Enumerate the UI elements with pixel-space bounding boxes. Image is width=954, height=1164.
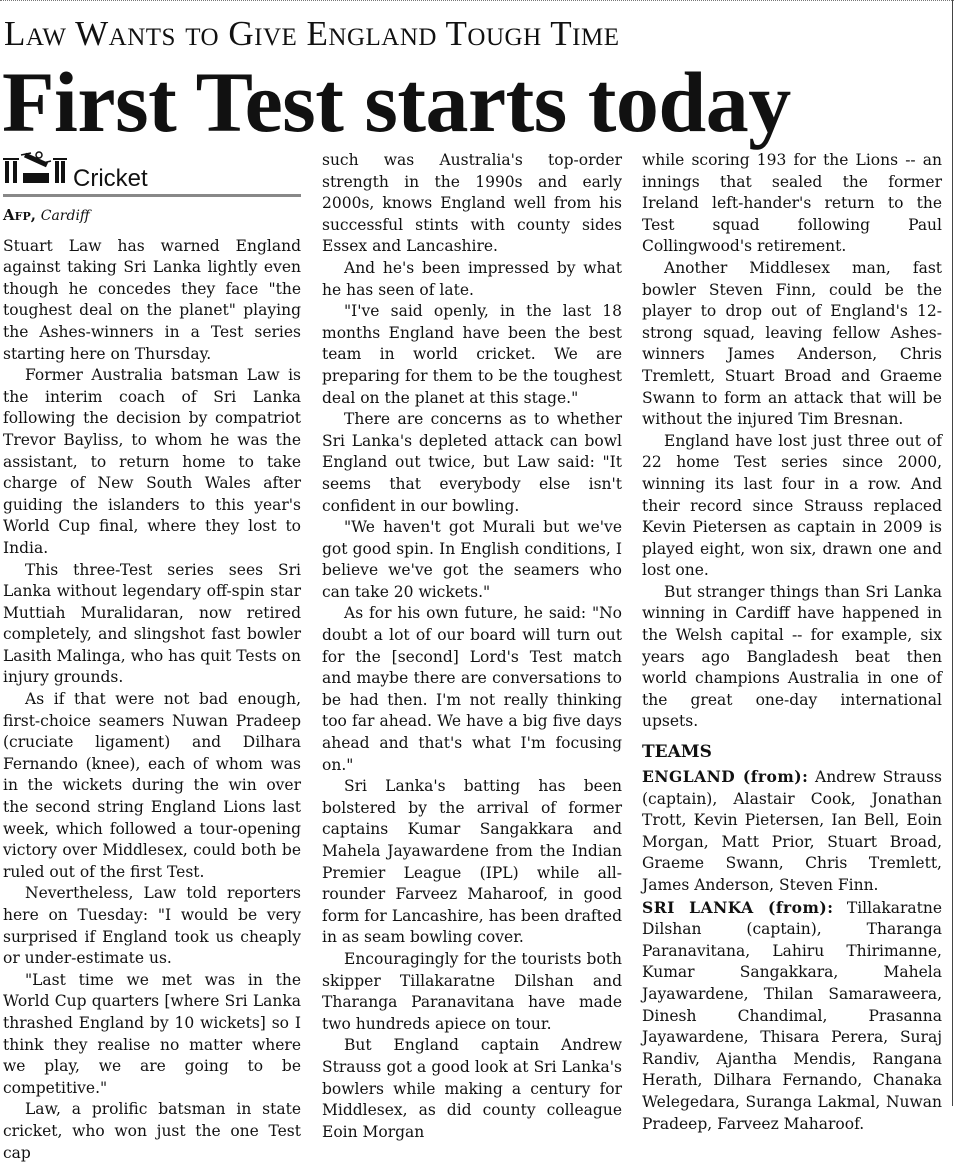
section-label: Cricket [73, 165, 148, 192]
paragraph: "Last time we met was in the World Cup quarters [where Sri Lanka thrashed England by 10 wickets] so I think they realise no matter where we play, we are going to be competitive." [3, 970, 301, 1097]
england-label: ENGLAND (from): [642, 767, 809, 787]
paragraph: There are concerns as to whether Sri Lanka's depleted attack can bowl England out twice, but Law said: "It seems that everybody else isn't confident in our bowling. [322, 410, 622, 515]
paragraph: Another Middlesex man, fast bowler Steven Finn, could be the player to drop out of England's 12-strong squad, leaving fellow Ashes-winners James Anderson, Chris Tremlett, Stuart Broad and Graeme Swann to form an attack that will be without the injured Tim Bresnan. [642, 258, 942, 429]
paragraph: This three-Test series sees Sri Lanka without legendary off-spin star Muttiah Muralidaran, now retired completely, and slingshot fast bowler Lasith Malinga, who has quit Tests on injury grounds. [3, 560, 301, 687]
srilanka-players: Tillakaratne Dilshan (captain), Tharanga Paranavitana, Lahiru Thirimanne, Kumar Sangakkara, Mahela Jayawardene, Thilan Samaraweera, Dinesh Chandimal, Prasanna Jayawardene, Thisara Perera, Suraj Randiv, Ajantha Mendis, Rangana Herath, Dilhara Fernando, Chanaka Welegedara, Suranga Lakmal, Nuwan Pradeep, Farveez Maharoof. [642, 898, 942, 1133]
paragraph: As for his own future, he said: "No doubt a lot of our board will turn out for the [second] Lord's Test match and maybe there are conversations to be had then. I'm not really thinking too far ahead. We have a big five days ahead and that's what I'm focusing on." [322, 604, 622, 774]
paragraph: But stranger things than Sri Lanka winning in Cardiff have happened in the Welsh capital -- for example, six years ago Bangladesh beat then world champions Australia in one of the great one-day international upsets. [642, 582, 942, 731]
byline-agency: Afp, [3, 206, 36, 224]
paragraph: Sri Lanka's batting has been bolstered by the arrival of former captains Kumar Sangakkara and Mahela Jayawardene from the Indian Premier League (IPL) while all-rounder Farveez Maharoof, in good form for Lancashire, has been drafted in as seam bowling cover. [322, 777, 622, 947]
srilanka-label: SRI LANKA (from): [642, 897, 834, 917]
byline-place: Cardiff [40, 208, 90, 224]
srilanka-squad [642, 897, 942, 1136]
paragraph: Nevertheless, Law told reporters here on Tuesday: "I would be very surprised if England took us cheaply or under-estimate us. [3, 884, 301, 968]
section-header [3, 154, 301, 197]
paragraph: while scoring 193 for the Lions -- an innings that sealed the former Ireland left-hander's return to the Test squad following Paul Collingwood's retirement. [642, 151, 942, 256]
paragraph: And he's been impressed by what he has seen of late. [322, 258, 622, 299]
paragraph: Law, a prolific batsman in state cricket, who won just the one Test cap [3, 1100, 301, 1162]
column-2 [322, 150, 622, 1141]
right-edge-rule [952, 0, 953, 1106]
teams-heading: TEAMS [642, 742, 712, 763]
paragraph: "We haven't got Murali but we've got good spin. In English conditions, I believe we've got the seamers who can take 20 wickets." [322, 518, 622, 601]
paragraph: Stuart Law has warned England against taking Sri Lanka lightly even though he concedes they face "the toughest deal on the planet" playing the Ashes-winners in a Test series starting here on Thursday. [3, 236, 301, 363]
top-rule [0, 0, 954, 3]
main-headline: First Test starts today [2, 54, 791, 150]
paragraph: Former Australia batsman Law is the interim coach of Sri Lanka following the decision by compatriot Trevor Bayliss, to whom he was the assistant, to return home to take charge of New South Wales after guiding the islanders to this year's World Cup final, where they lost to India. [3, 366, 301, 557]
paragraph: England have lost just three out of 22 home Test series since 2000, winning its last four in a row. And their record since Strauss replaced Kevin Pietersen as captain in 2009 is played eight, won six, drawn one and lost one. [642, 431, 942, 580]
paragraph: As if that were not bad enough, first-choice seamers Nuwan Pradeep (cruciate ligament) and Dilhara Fernando (knee), each of whom was in the wickets during the win over the second string England Lions last week, which followed a tour-opening victory over Middlesex, could both be ruled out of the first Test. [3, 690, 301, 881]
kicker-headline: Law Wants to Give England Tough Time [4, 14, 620, 53]
byline [3, 205, 301, 228]
column-3 [642, 150, 942, 1133]
paragraph: Encouragingly for the tourists both skipper Tillakaratne Dilshan and Tharanga Paranavitana have made two hundreds apiece on tour. [322, 949, 622, 1033]
england-squad [642, 766, 942, 897]
paragraph: such was Australia's top-order strength in the 1990s and early 2000s, knows England well from his successful stints with county sides Essex and Lancashire. [322, 151, 622, 256]
paragraph: "I've said openly, in the last 18 months England have been the best team in world cricket. We are preparing for them to be the toughest deal on the planet at this stage." [322, 302, 622, 407]
column-1 [3, 154, 301, 1162]
england-players: Andrew Strauss (captain), Alastair Cook, Jonathan Trott, Kevin Pietersen, Ian Bell, Eoin Morgan, Matt Prior, Stuart Broad, Graeme Swann, Chris Tremlett, James Anderson, Steven Finn. [642, 768, 942, 894]
cricket-stumps-icon [3, 151, 67, 192]
paragraph: But England captain Andrew Strauss got a good look at Sri Lanka's bowlers while making a century for Middlesex, as did county colleague Eoin Morgan [322, 1036, 622, 1141]
